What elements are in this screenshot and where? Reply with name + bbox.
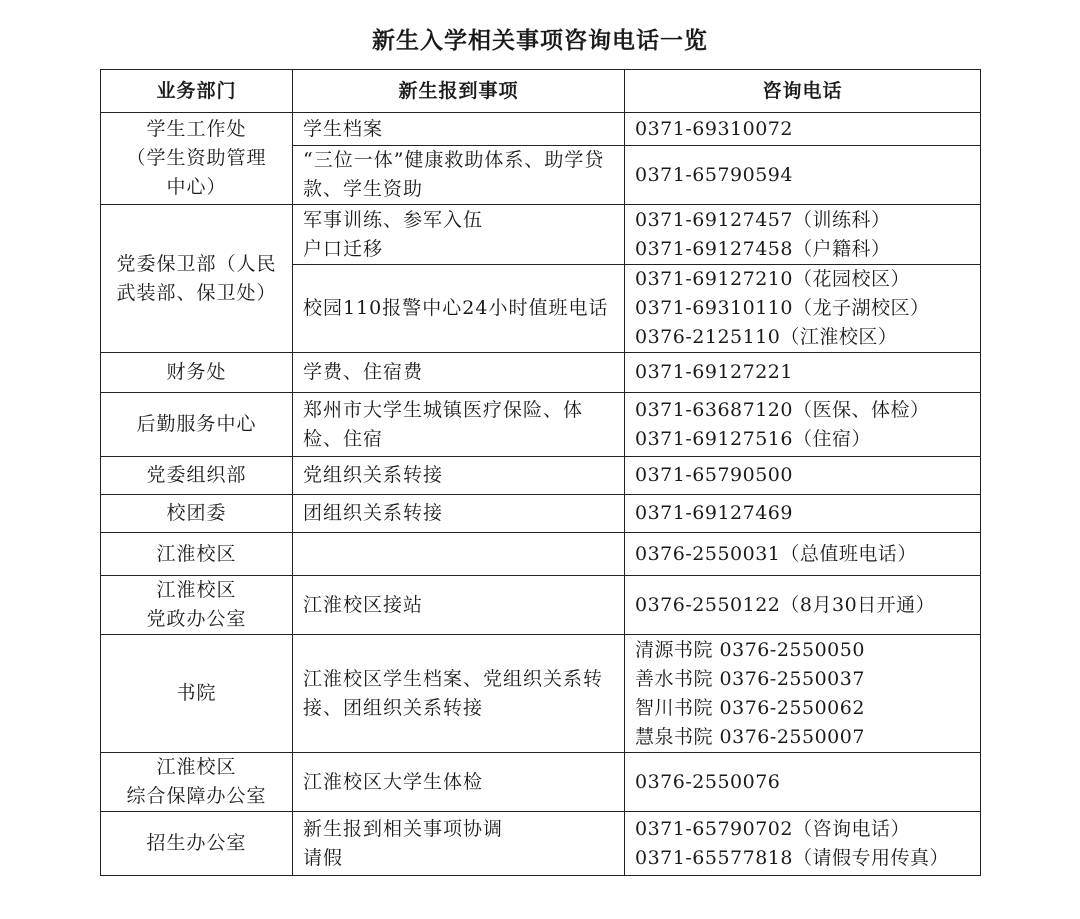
phone-cell: 0371-69127457（训练科） 0371-69127458（户籍科） <box>625 205 981 265</box>
phone-cell: 0371-69127221 <box>625 353 981 393</box>
header-matter: 新生报到事项 <box>293 70 625 113</box>
department-cell: 江淮校区 综合保障办公室 <box>101 753 293 812</box>
matter-cell: 军事训练、参军入伍 户口迁移 <box>293 205 625 265</box>
phone-cell: 0376-2550122（8月30日开通） <box>625 576 981 635</box>
header-phone: 咨询电话 <box>625 70 981 113</box>
matter-cell: 江淮校区接站 <box>293 576 625 635</box>
matter-cell: 校园110报警中心24小时值班电话 <box>293 265 625 353</box>
matter-cell: 新生报到相关事项协调 请假 <box>293 812 625 876</box>
phone-cell: 0371-69310072 <box>625 113 981 146</box>
matter-cell: 郑州市大学生城镇医疗保险、体检、住宿 <box>293 393 625 457</box>
table-row <box>101 353 981 393</box>
table-row <box>101 113 981 146</box>
table-row <box>101 753 981 812</box>
matter-cell: 党组织关系转接 <box>293 457 625 495</box>
matter-cell: 江淮校区学生档案、党组织关系转接、团组织关系转接 <box>293 635 625 753</box>
department-cell: 招生办公室 <box>101 812 293 876</box>
matter-cell: “三位一体”健康救助体系、助学贷款、学生资助 <box>293 146 625 205</box>
matter-cell: 江淮校区大学生体检 <box>293 753 625 812</box>
department-cell: 书院 <box>101 635 293 753</box>
matter-cell: 学费、住宿费 <box>293 353 625 393</box>
department-cell: 党委保卫部（人民武装部、保卫处） <box>101 205 293 353</box>
matter-cell <box>293 533 625 576</box>
matter-cell: 学生档案 <box>293 113 625 146</box>
table-row <box>101 576 981 635</box>
header-department: 业务部门 <box>101 70 293 113</box>
department-cell: 校团委 <box>101 495 293 533</box>
department-cell: 江淮校区 <box>101 533 293 576</box>
department-cell: 财务处 <box>101 353 293 393</box>
department-cell: 党委组织部 <box>101 457 293 495</box>
phone-cell: 清源书院 0376-2550050 善水书院 0376-2550037 智川书院 0376-2550062 慧泉书院 0376-2550007 <box>625 635 981 753</box>
table-header-row <box>101 70 981 113</box>
department-cell: 学生工作处 （学生资助管理 中心） <box>101 113 293 205</box>
department-cell: 后勤服务中心 <box>101 393 293 457</box>
phone-cell: 0371-69127210（花园校区） 0371-69310110（龙子湖校区） 0376-2125110（江淮校区） <box>625 265 981 353</box>
phone-cell: 0371-65790594 <box>625 146 981 205</box>
table-row <box>101 635 981 753</box>
phone-cell: 0371-69127469 <box>625 495 981 533</box>
table-row <box>101 205 981 265</box>
table-row <box>101 533 981 576</box>
contact-table <box>100 69 981 876</box>
table-row <box>101 495 981 533</box>
phone-cell: 0376-2550031（总值班电话） <box>625 533 981 576</box>
table-row <box>101 457 981 495</box>
phone-cell: 0371-65790500 <box>625 457 981 495</box>
table-row <box>101 393 981 457</box>
department-cell: 江淮校区 党政办公室 <box>101 576 293 635</box>
matter-cell: 团组织关系转接 <box>293 495 625 533</box>
table-row <box>101 812 981 876</box>
page-title: 新生入学相关事项咨询电话一览 <box>372 27 708 54</box>
phone-cell: 0371-63687120（医保、体检） 0371-69127516（住宿） <box>625 393 981 457</box>
phone-cell: 0371-65790702（咨询电话） 0371-65577818（请假专用传真） <box>625 812 981 876</box>
phone-cell: 0376-2550076 <box>625 753 981 812</box>
